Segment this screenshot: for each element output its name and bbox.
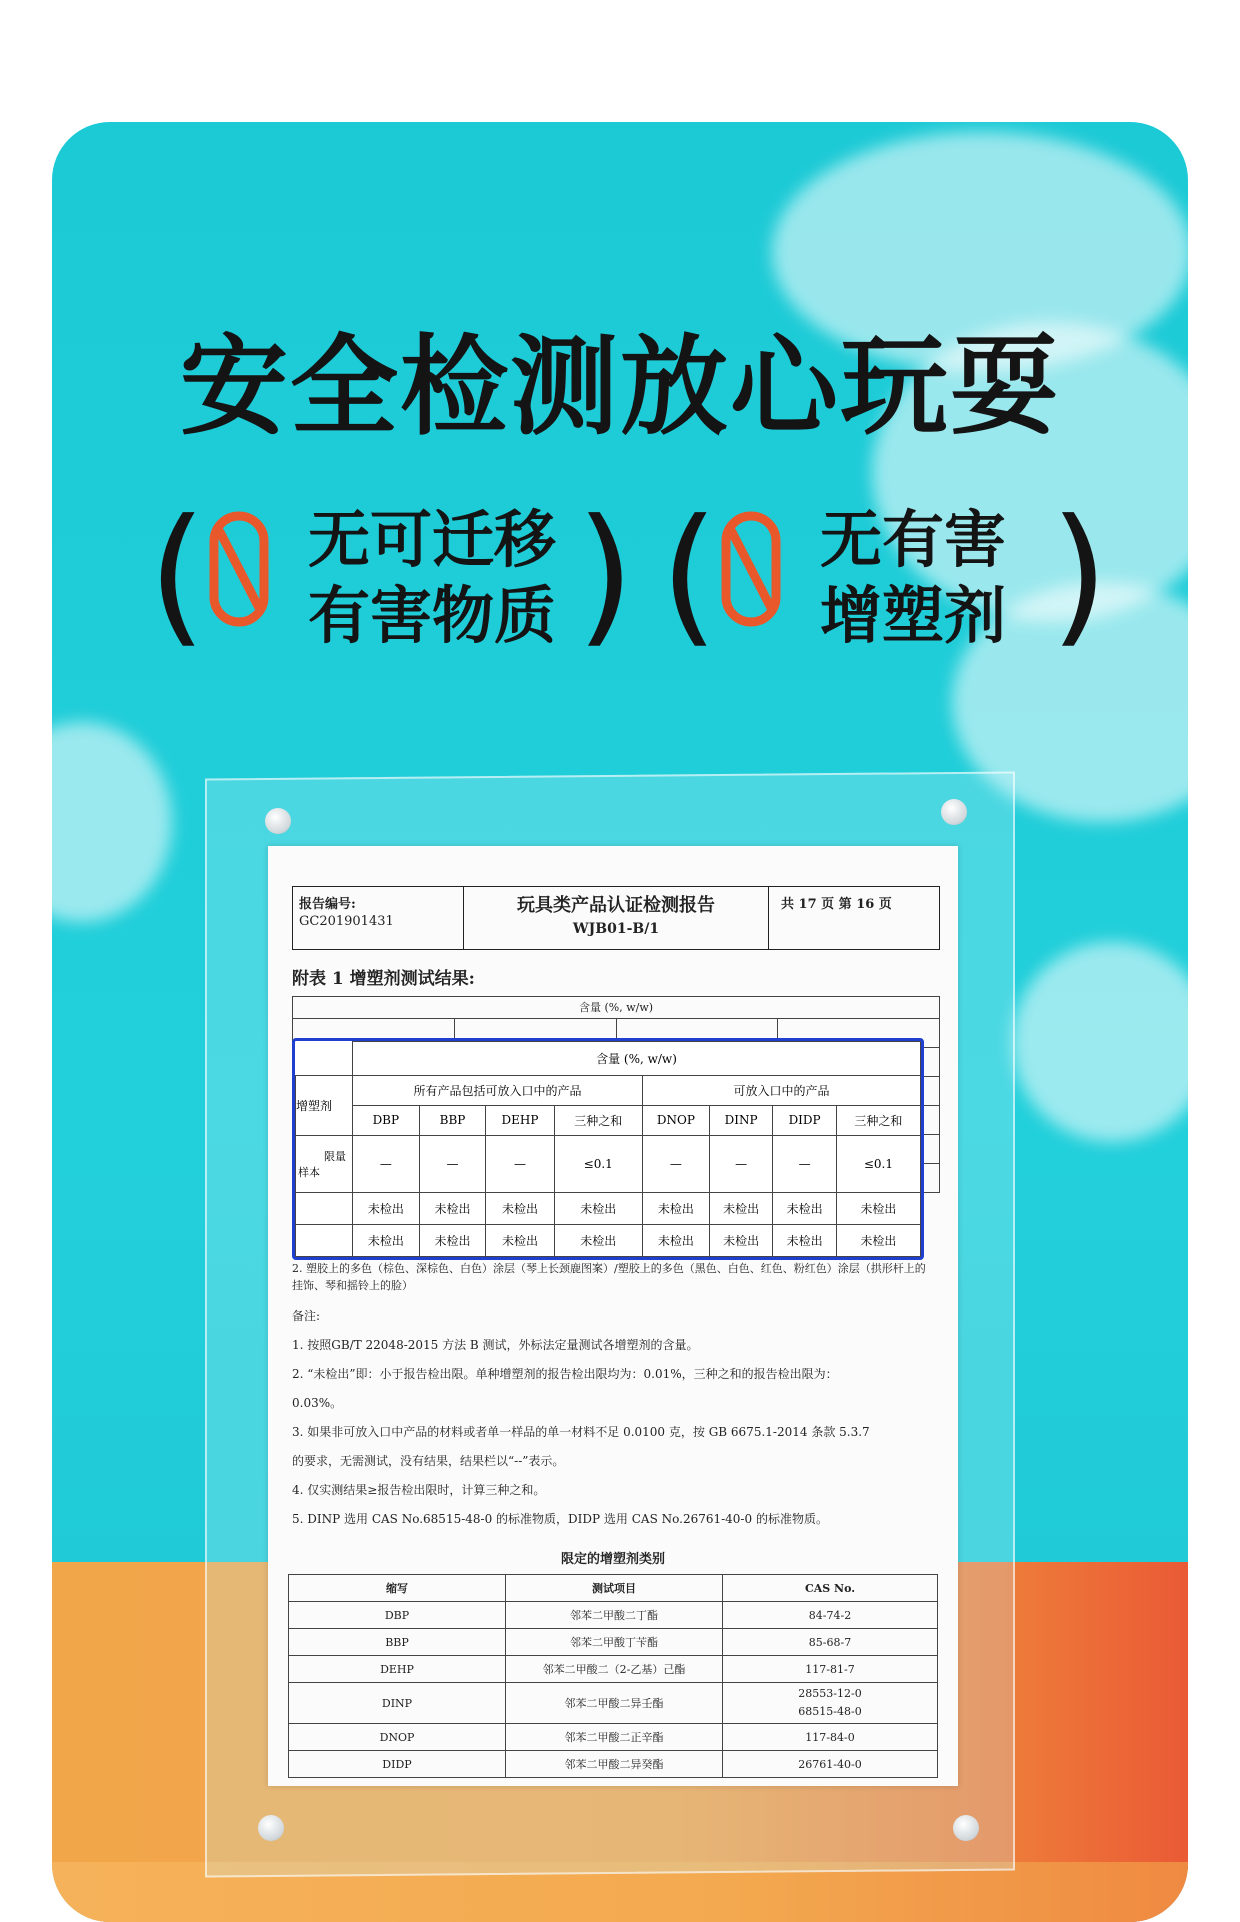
- result-cell: 未检出: [642, 1192, 709, 1224]
- screw-icon: [941, 799, 967, 825]
- plasticizer-label: 增塑剂: [296, 1076, 353, 1135]
- notes-label: 备注:: [292, 1309, 321, 1323]
- badge-no-migratable: [148, 488, 635, 662]
- group-all-products: 所有产品包括可放入口中的产品: [353, 1076, 643, 1106]
- limit-row: [296, 1135, 921, 1192]
- note-line: 0.03%。: [292, 1396, 343, 1410]
- result-cell: 未检出: [353, 1192, 420, 1224]
- unit-row: [296, 1042, 921, 1076]
- test-report: [268, 846, 958, 1786]
- corner-cell: [296, 1042, 353, 1076]
- magnified-results-callout: [292, 1038, 924, 1260]
- header-cell: 测试项目: [506, 1575, 723, 1602]
- cloud: [1012, 942, 1188, 1142]
- group-row: [296, 1076, 921, 1106]
- cell-cas: 117-84-0: [723, 1724, 938, 1751]
- sample-label: 样本: [298, 1165, 320, 1179]
- paren-left: (: [148, 488, 207, 662]
- result-cell: 未检出: [773, 1192, 836, 1224]
- cell-cas: 84-74-2: [723, 1602, 938, 1629]
- cas-table: [288, 1574, 938, 1778]
- page-count: 共 17 页 第 16 页: [781, 897, 892, 912]
- limit-value: —: [486, 1135, 554, 1192]
- cas-table-title: 限定的增塑剂类别: [560, 1552, 665, 1567]
- limit-label: 限量: [324, 1149, 346, 1163]
- badge-line2: 增塑剂: [820, 579, 1007, 652]
- cell-item: 邻苯二甲酸二正辛酯: [506, 1724, 723, 1751]
- cell-abbr: DINP: [289, 1683, 506, 1724]
- cell-abbr: DNOP: [289, 1724, 506, 1751]
- screw-icon: [258, 1815, 284, 1841]
- result-cell: 未检出: [353, 1224, 420, 1256]
- limit-value: —: [773, 1135, 836, 1192]
- report-number-cell: [293, 887, 464, 949]
- report-title-cell: [463, 891, 769, 937]
- headline: 安全检测放心玩耍: [179, 325, 1060, 450]
- limit-sample-cell: [296, 1135, 353, 1192]
- column-header: DBP: [353, 1106, 420, 1136]
- content-unit: 含量 (%, w/w): [353, 1042, 921, 1076]
- result-cell: 未检出: [709, 1192, 772, 1224]
- cloud: [52, 722, 172, 922]
- cell-abbr: DEHP: [289, 1656, 506, 1683]
- cell-item: 邻苯二甲酸二丁酯: [506, 1602, 723, 1629]
- result-cell: 未检出: [554, 1192, 642, 1224]
- cell-item: 邻苯二甲酸二异癸酯: [506, 1751, 723, 1778]
- column-header: DIDP: [773, 1106, 836, 1136]
- cell-item: 邻苯二甲酸二（2-乙基）己酯: [506, 1656, 723, 1683]
- table-row: [289, 1602, 938, 1629]
- note-line: 2. “未检出”即：小于报告检出限。单种增塑剂的报告检出限均为：0.01%，三种之和的报告检出限为：: [292, 1367, 838, 1381]
- table-row: [289, 1724, 938, 1751]
- prohibited-icon: [208, 510, 270, 628]
- column-header: BBP: [419, 1106, 486, 1136]
- cell-cas: 28553-12-0 68515-48-0: [723, 1683, 938, 1724]
- cell-item: 邻苯二甲酸二异壬酯: [506, 1683, 723, 1724]
- note-line: 5. DINP 选用 CAS No.68515-48-0 的标准物质，DIDP 选用 CAS No.26761-40-0 的标准物质。: [292, 1512, 828, 1526]
- report-code: WJB01-B/1: [572, 921, 660, 937]
- limit-value: ≤0.1: [836, 1135, 920, 1192]
- cell-abbr: BBP: [289, 1629, 506, 1656]
- group-mouth-products: 可放入口中的产品: [642, 1076, 920, 1106]
- result-row: [296, 1192, 921, 1224]
- column-header: DEHP: [486, 1106, 554, 1136]
- table-row: [289, 1751, 938, 1778]
- cell-cas: 117-81-7: [723, 1656, 938, 1683]
- result-cell: 未检出: [642, 1224, 709, 1256]
- limit-value: —: [642, 1135, 709, 1192]
- column-header-row: [296, 1106, 921, 1136]
- result-cell: 未检出: [486, 1224, 554, 1256]
- sample-item-2: 2. 塑胶上的多色（棕色、深棕色、白色）涂层（琴上长颈鹿图案）/塑胶上的多色（黑色、白色、红色、粉红色）涂层（拱形杆上的挂饰、琴和摇铃上的脸）: [292, 1262, 926, 1292]
- paren-right: ): [1050, 488, 1109, 662]
- badge-text: [308, 502, 556, 654]
- badge-line2: 有害物质: [308, 579, 557, 652]
- result-cell: 未检出: [836, 1224, 920, 1256]
- note-line: 4. 仅实测结果≥报告检出限时，计算三种之和。: [292, 1483, 546, 1497]
- report-number: GC201901431: [299, 914, 394, 929]
- sample-id: [296, 1224, 353, 1256]
- limit-value: ≤0.1: [554, 1135, 642, 1192]
- column-header: 三种之和: [836, 1106, 920, 1136]
- result-cell: 未检出: [773, 1224, 836, 1256]
- page-count-cell: [768, 887, 939, 949]
- table-row: [289, 1656, 938, 1683]
- table-header-row: [289, 1575, 938, 1602]
- content-unit-header: 含量 (%, w/w): [292, 996, 940, 1019]
- result-cell: 未检出: [554, 1224, 642, 1256]
- cell-item: 邻苯二甲酸丁苄酯: [506, 1629, 723, 1656]
- cell-abbr: DBP: [289, 1602, 506, 1629]
- column-header: 三种之和: [554, 1106, 642, 1136]
- report-number-label: 报告编号:: [299, 897, 356, 912]
- header-cell: 缩写: [289, 1575, 506, 1602]
- badge-line1: 无可迁移: [308, 503, 557, 576]
- screw-icon: [265, 808, 291, 834]
- note-line: 1. 按照GB/T 22048-2015 方法 B 测试，外标法定量测试各增塑剂的含量。: [292, 1338, 699, 1352]
- report-header: [292, 886, 940, 950]
- column-header: DINP: [709, 1106, 772, 1136]
- note-line: 3. 如果非可放入口中产品的材料或者单一样品的单一材料不足 0.0100 克，按 GB 6675.1-2014 条款 5.3.7: [292, 1425, 870, 1439]
- table-row: [289, 1683, 938, 1724]
- result-cell: 未检出: [486, 1192, 554, 1224]
- badge-line1: 无有害: [820, 503, 1007, 576]
- paren-right: ): [576, 488, 635, 662]
- column-header: DNOP: [642, 1106, 709, 1136]
- limit-value: —: [353, 1135, 420, 1192]
- sample-id: [296, 1192, 353, 1224]
- table-row: [289, 1629, 938, 1656]
- cell-cas: 85-68-7: [723, 1629, 938, 1656]
- result-row: [296, 1224, 921, 1256]
- table-title: 附表 1 增塑剂测试结果:: [292, 969, 475, 989]
- prohibited-icon: [720, 510, 782, 628]
- cell-cas: 26761-40-0: [723, 1751, 938, 1778]
- result-cell: 未检出: [419, 1224, 486, 1256]
- screw-icon: [953, 1815, 979, 1841]
- badge-no-plasticizer: [660, 488, 1109, 662]
- limit-value: —: [419, 1135, 486, 1192]
- cell-abbr: DIDP: [289, 1751, 506, 1778]
- note-line: 的要求，无需测试，没有结果，结果栏以“--”表示。: [292, 1454, 565, 1468]
- notes-block: [292, 1302, 942, 1534]
- plasticizer-results-table: [295, 1041, 921, 1257]
- report-title: 玩具类产品认证检测报告: [517, 895, 715, 916]
- result-cell: 未检出: [836, 1192, 920, 1224]
- result-cell: 未检出: [419, 1192, 486, 1224]
- result-cell: 未检出: [709, 1224, 772, 1256]
- limit-value: —: [709, 1135, 772, 1192]
- header-cell: CAS No.: [723, 1575, 938, 1602]
- badge-text: [820, 502, 1006, 654]
- paren-left: (: [660, 488, 719, 662]
